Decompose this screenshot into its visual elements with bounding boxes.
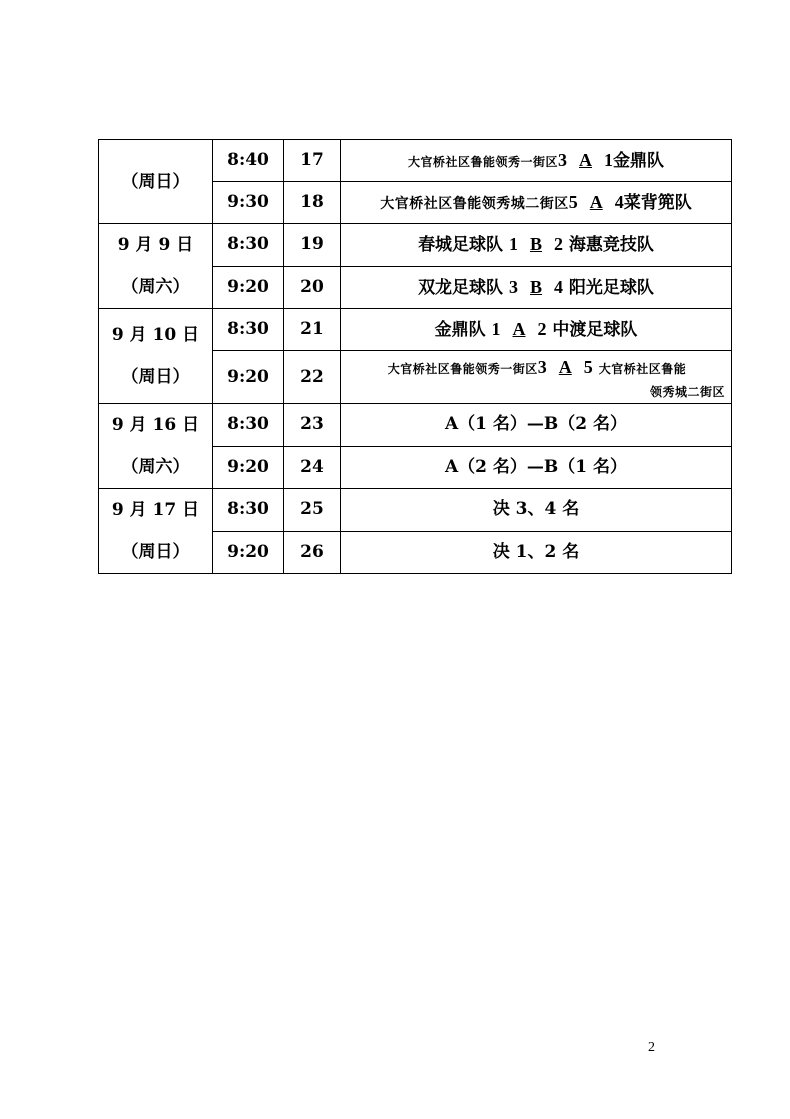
date-weekday: （周日） [121,367,190,387]
score-away: 1 [604,150,613,170]
team-away-line1: 大官桥社区鲁能 [598,362,687,376]
match-number-cell: 24 [284,446,341,489]
time-cell: 9:20 [213,531,284,574]
match-number-cell: 22 [284,351,341,404]
date-cell [99,309,213,404]
match-cell: 决 3、4 名 [341,489,732,532]
match-number-cell: 19 [284,224,341,267]
team-home: 大官桥社区鲁能领秀一街区 [407,155,558,169]
match-number-cell: 17 [284,140,341,182]
team-home: 双龙足球队 [418,277,504,298]
table-row [99,224,732,267]
score-away: 2 [554,234,563,255]
time-cell: 8:30 [213,309,284,351]
match-cell: 决 1、2 名 [341,531,732,574]
time-cell: 8:40 [213,140,284,182]
group-label: A [512,319,526,339]
team-home: 春城足球队 [418,235,504,256]
team-home: 大官桥社区鲁能领秀一街区 [387,362,538,376]
time-cell: 9:20 [213,351,284,404]
time-cell: 8:30 [213,489,284,532]
date-weekday: （周六） [121,277,190,297]
score-away: 2 [537,319,547,339]
score-home: 1 [491,319,501,339]
group-label: A [558,357,572,377]
time-cell: 9:20 [213,266,284,309]
table-row [99,404,732,447]
team-away-line2: 领秀城二街区 [649,385,725,399]
score-home: 3 [508,276,518,297]
time-cell: 9:20 [213,446,284,489]
score-home: 5 [568,192,578,212]
date-day: 9 月 9 日 [117,235,194,255]
time-cell: 9:30 [213,182,284,224]
match-number-cell: 18 [284,182,341,224]
score-away: 5 [583,357,593,377]
group-label: A [589,192,603,212]
match-cell [341,266,732,309]
date-weekday: （周六） [121,457,190,477]
match-number-cell: 21 [284,309,341,351]
date-day: 9 月 17 日 [111,500,200,520]
date-cell [99,224,213,309]
match-cell [341,182,732,224]
table-row [99,140,732,182]
score-home: 3 [537,357,547,377]
date-weekday: （周日） [121,171,190,192]
table-row [99,309,732,351]
page-number: 2 [648,1040,655,1055]
score-away: 4 [554,276,563,297]
team-home: 大官桥社区鲁能领秀城二街区 [380,196,569,212]
time-cell: 8:30 [213,224,284,267]
team-home: 金鼎队 [434,320,486,340]
match-cell [341,224,732,267]
match-schedule-table [98,139,732,574]
date-day: 9 月 10 日 [111,325,200,345]
match-cell [341,351,732,404]
match-number-cell: 25 [284,489,341,532]
match-number-cell: 26 [284,531,341,574]
team-away: 阳光足球队 [568,277,654,298]
date-cell [99,489,213,574]
score-away: 4 [614,192,624,212]
date-day: 9 月 16 日 [111,415,200,435]
date-weekday: （周日） [121,542,190,562]
score-home: 3 [558,150,567,170]
table-row [99,489,732,532]
match-number-cell: 23 [284,404,341,447]
team-away: 海惠竞技队 [568,235,654,256]
group-label: B [529,234,542,255]
team-away: 中渡足球队 [552,320,638,340]
match-cell [341,140,732,182]
date-cell [99,404,213,489]
time-cell: 8:30 [213,404,284,447]
match-cell: A（2 名）—B（1 名） [341,446,732,489]
group-label: A [579,150,592,170]
match-number-cell: 20 [284,266,341,309]
team-away: 菜背篼队 [623,193,692,213]
score-home: 1 [508,234,518,255]
team-away: 金鼎队 [613,151,664,171]
match-cell [341,309,732,351]
group-label: B [529,276,542,297]
date-cell [99,140,213,224]
match-cell: A（1 名）—B（2 名） [341,404,732,447]
